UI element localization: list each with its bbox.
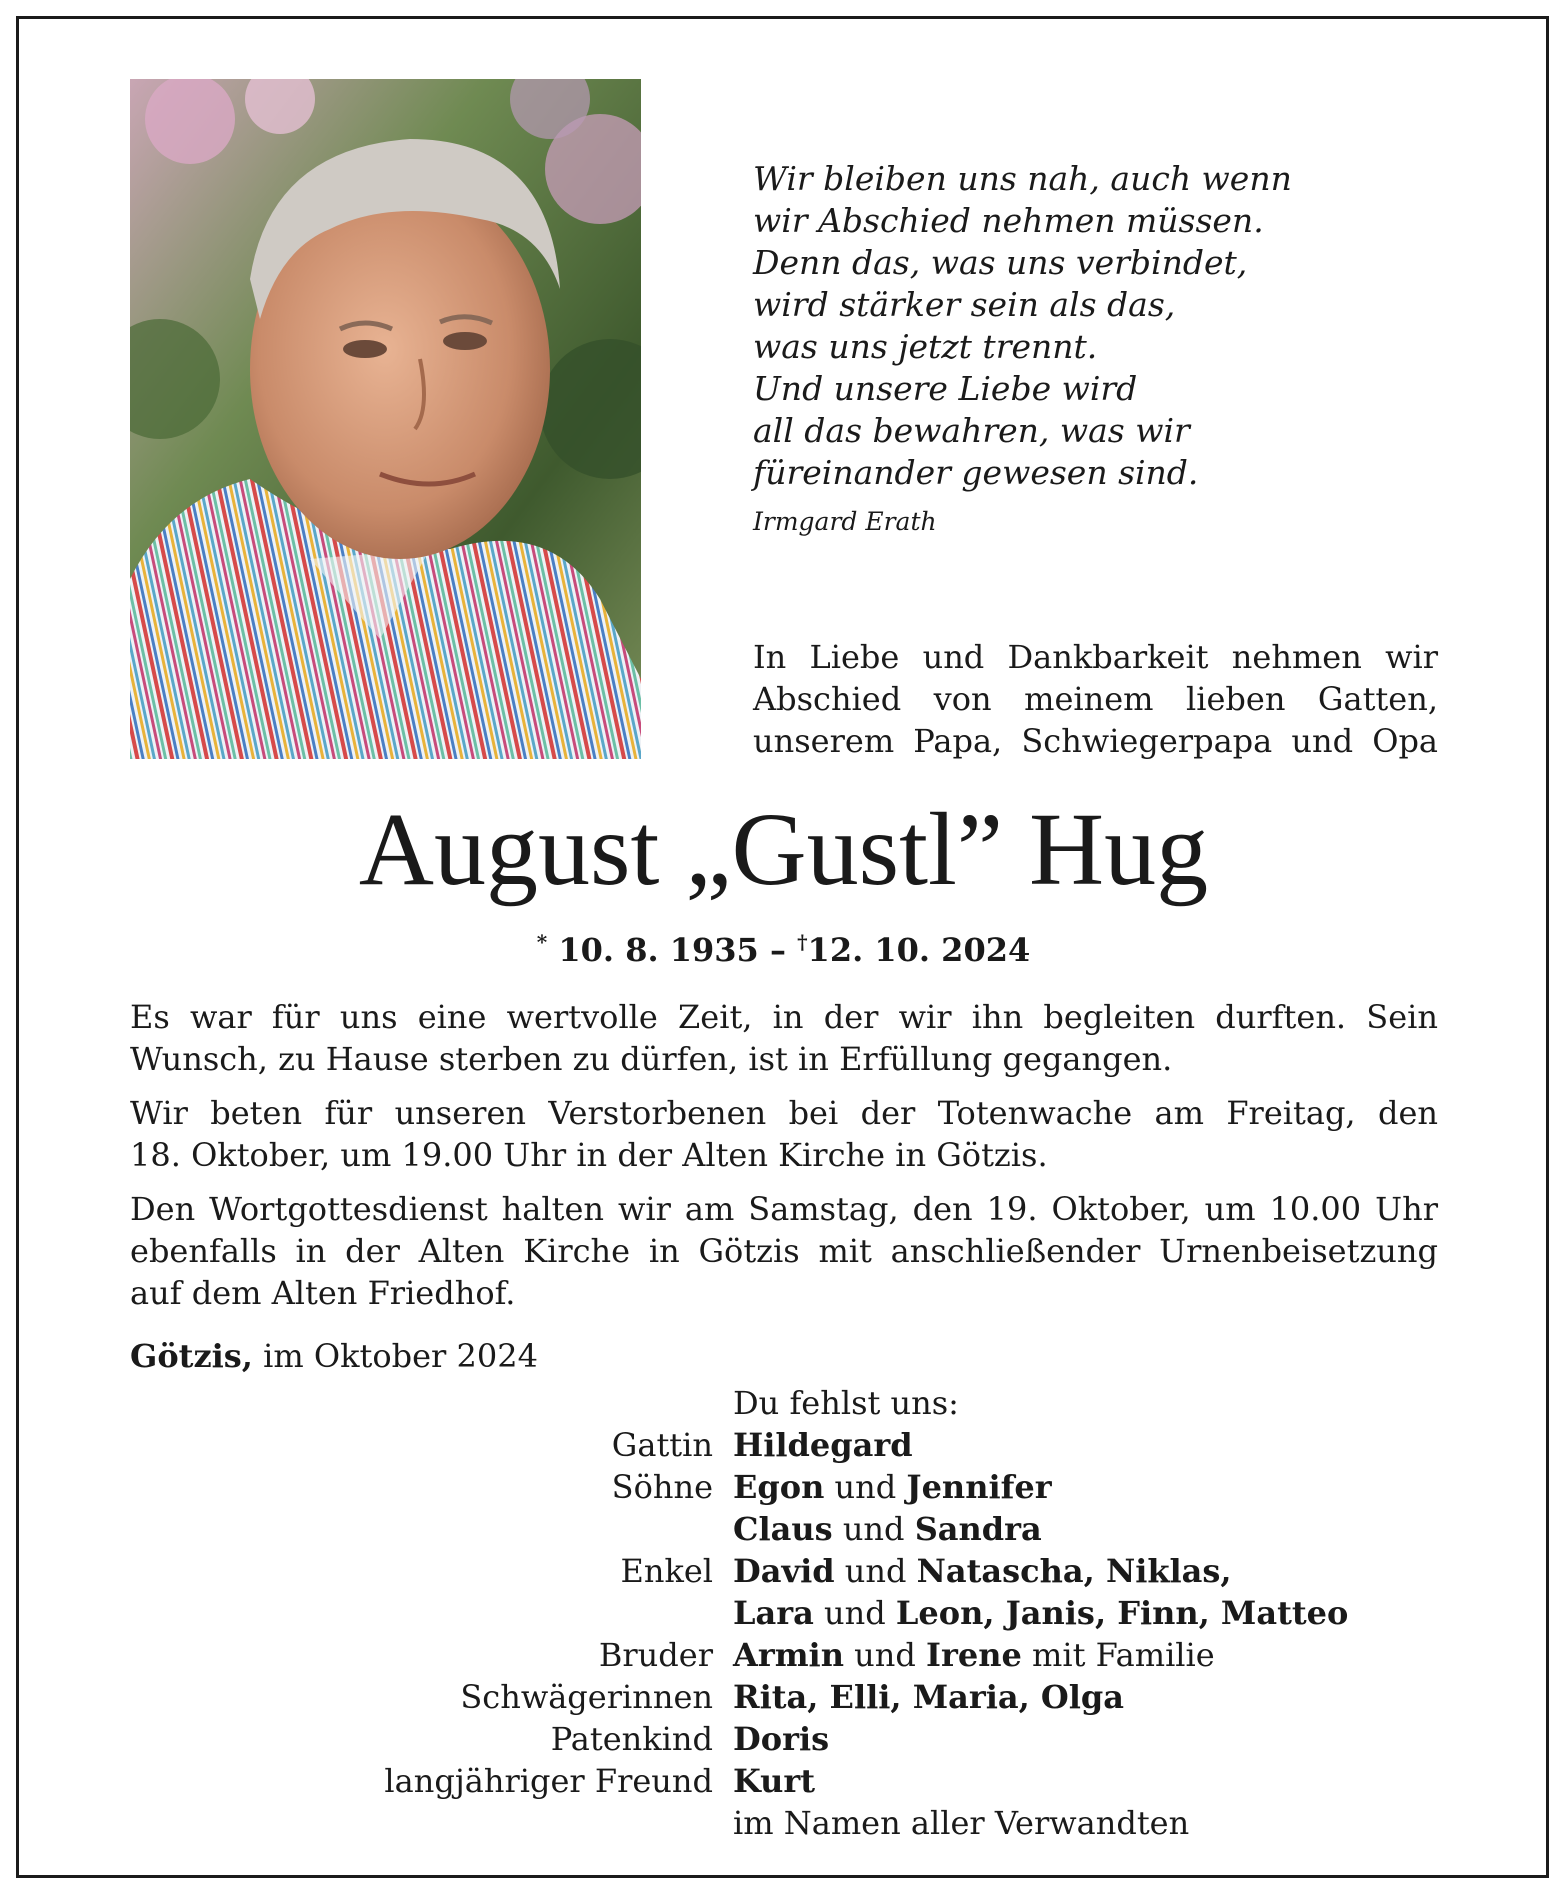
conjunction: und — [854, 1636, 916, 1674]
mourner-name: Hildegard — [733, 1426, 913, 1464]
role-label: langjähriger Freund — [384, 1762, 713, 1800]
deceased-name: August „Gustl” Hug — [358, 792, 1209, 907]
memorial-poem — [753, 158, 1453, 538]
mourner-row — [300, 1550, 1450, 1592]
body-line: auf dem Alten Friedhof. — [130, 1274, 516, 1312]
mourners-closing-row — [300, 1802, 1450, 1844]
conjunction: und — [844, 1552, 907, 1590]
obituary-body — [130, 996, 1438, 1326]
poem-line: Und unsere Liebe wird — [753, 369, 1138, 408]
mourner-row — [300, 1466, 1450, 1508]
body-paragraph — [130, 1188, 1438, 1314]
role-label: Enkel — [620, 1552, 713, 1590]
mourner-name: Leon, Janis, Finn, Matteo — [895, 1594, 1349, 1632]
mourner-name: Natascha, Niklas, — [916, 1552, 1232, 1590]
poem-line: Wir bleiben uns nah, auch wenn — [753, 159, 1292, 198]
mourner-name: Kurt — [733, 1762, 816, 1800]
mourner-row — [300, 1634, 1450, 1676]
poem-line: wird stärker sein als das, — [753, 285, 1176, 324]
mourners-closing: im Namen aller Verwandten — [733, 1804, 1190, 1842]
mourner-names — [733, 1760, 815, 1802]
death-symbol: † — [797, 930, 808, 954]
poem-line: wir Abschied nehmen müssen. — [753, 201, 1264, 240]
life-dates — [0, 920, 1567, 972]
conjunction: und — [842, 1510, 905, 1548]
body-line: Wir beten für unseren Verstorbenen bei der Totenwache am Freitag, den — [130, 1094, 1438, 1132]
body-paragraph — [130, 1092, 1438, 1176]
mourner-name: David — [733, 1552, 835, 1590]
poem-line: Denn das, was uns verbindet, — [753, 243, 1248, 282]
role-label: Patenkind — [550, 1720, 713, 1758]
mourner-names — [733, 1424, 913, 1466]
birth-date: 10. 8. 1935 — [558, 931, 759, 969]
place-date — [130, 1334, 538, 1378]
mourner-name: Sandra — [914, 1510, 1042, 1548]
role-label: Bruder — [598, 1636, 713, 1674]
mourner-name: Lara — [733, 1594, 814, 1632]
place-town: Götzis, — [130, 1337, 253, 1375]
mourner-name: Rita, Elli, Maria, Olga — [733, 1678, 1125, 1716]
body-line: ebenfalls in der Alten Kirche in Götzis mit anschließender Urnenbeisetzung — [130, 1232, 1438, 1270]
role-label: Gattin — [611, 1426, 713, 1464]
mourner-row — [300, 1676, 1450, 1718]
body-line: Es war für uns eine wertvolle Zeit, in der wir ihn begleiten durften. Sein — [130, 998, 1438, 1036]
mourner-name: Egon — [733, 1468, 825, 1506]
intro-text — [753, 636, 1438, 762]
mourners-list — [300, 1382, 1450, 1844]
intro-line: Abschied von meinem lieben Gatten, — [753, 680, 1438, 718]
death-date: 12. 10. 2024 — [807, 931, 1031, 969]
mourner-names — [733, 1592, 1348, 1634]
mourner-names — [733, 1466, 1052, 1508]
mourner-name: Irene — [926, 1636, 1022, 1674]
conjunction: und — [824, 1594, 886, 1632]
mourner-names — [733, 1676, 1124, 1718]
role-label: Schwägerinnen — [460, 1678, 713, 1716]
mourner-row — [300, 1424, 1450, 1466]
poem-line: all das bewahren, was wir — [753, 411, 1190, 450]
body-line: 18. Oktober, um 19.00 Uhr in der Alten Kirche in Götzis. — [130, 1136, 1048, 1174]
role-label: Söhne — [611, 1468, 713, 1506]
mourner-row — [300, 1592, 1450, 1634]
intro-line: In Liebe und Dankbarkeit nehmen wir — [753, 638, 1438, 676]
body-line: Wunsch, zu Hause sterben zu dürfen, ist in Erfüllung gegangen. — [130, 1040, 1173, 1078]
body-paragraph — [130, 996, 1438, 1080]
role-empty — [300, 1382, 733, 1424]
mourner-name: Jennifer — [906, 1468, 1052, 1506]
mourner-names — [733, 1550, 1232, 1592]
portrait-photo — [130, 79, 641, 759]
birth-symbol: * — [536, 930, 548, 954]
intro-line: unserem Papa, Schwiegerpapa und Opa — [753, 722, 1438, 760]
mourner-name: Doris — [733, 1720, 830, 1758]
poem-line: füreinander gewesen sind. — [753, 453, 1199, 492]
mourner-name: Claus — [733, 1510, 833, 1548]
conjunction: und — [834, 1468, 897, 1506]
mourner-name: Armin — [733, 1636, 844, 1674]
mourners-heading: Du fehlst uns: — [733, 1384, 959, 1422]
mourner-names — [733, 1718, 829, 1760]
mourners-heading-row — [300, 1382, 1450, 1424]
role-empty — [300, 1592, 733, 1634]
poem-author: Irmgard Erath — [753, 507, 937, 536]
role-empty — [300, 1508, 733, 1550]
mourner-names — [733, 1634, 1215, 1676]
mourner-row — [300, 1508, 1450, 1550]
place-date-text: im Oktober 2024 — [263, 1337, 538, 1375]
mourner-row — [300, 1760, 1450, 1802]
mourner-names — [733, 1508, 1042, 1550]
role-empty — [300, 1802, 733, 1844]
mourner-suffix: mit Familie — [1032, 1636, 1215, 1674]
poem-line: was uns jetzt trennt. — [753, 327, 1098, 366]
mourner-row — [300, 1718, 1450, 1760]
date-separator: – — [769, 931, 786, 969]
body-line: Den Wortgottesdienst halten wir am Samstag, den 19. Oktober, um 10.00 Uhr — [130, 1190, 1438, 1228]
